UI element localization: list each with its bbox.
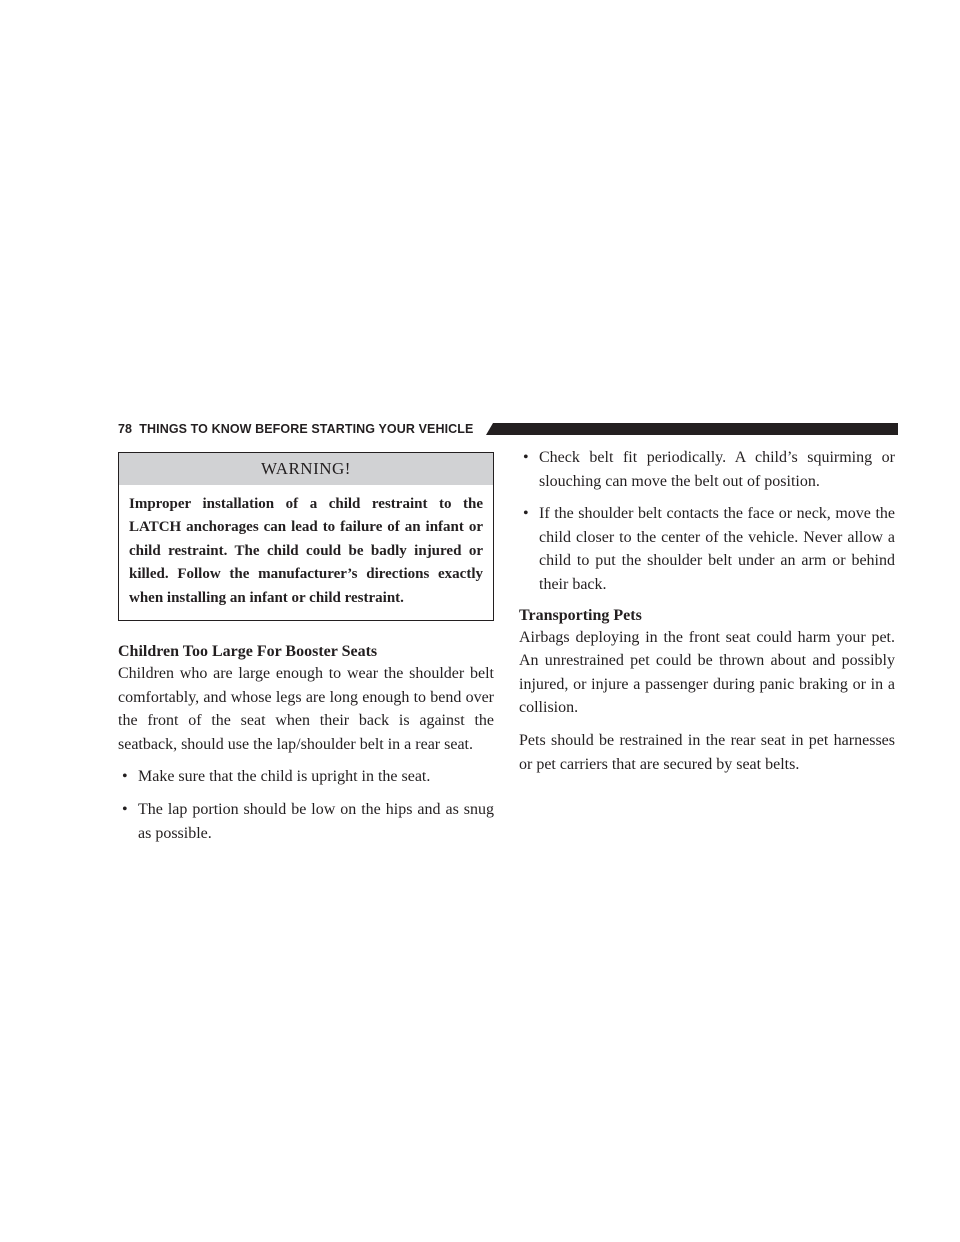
- booster-section: [118, 642, 494, 845]
- bullet-icon: •: [523, 505, 529, 523]
- list-item-text: If the shoulder belt contacts the face or neck, move the child closer to the center of the vehicle. Never allow a child to put the shoulder belt under an arm or behind their back.: [539, 505, 895, 593]
- list-item-text: The lap portion should be low on the hips and as snug as possible.: [138, 801, 494, 842]
- pets-heading: Transporting Pets: [519, 606, 642, 624]
- pets-paragraph-2: Pets should be restrained in the rear seat in pet harnesses or pet carriers that are secured by seat belts.: [519, 731, 895, 773]
- warning-text: Improper installation of a child restraint to the LATCH anchorages can lead to failure of an infant or child restraint. The child could be badly injured or killed. Follow the manufacturer’s directions exactly when installing an infant or child restraint.: [129, 496, 483, 606]
- header-rule: [486, 423, 898, 435]
- list-item: [519, 502, 895, 596]
- bullet-icon: •: [122, 801, 128, 818]
- page-header: [118, 421, 898, 438]
- list-item-text: Make sure that the child is upright in the seat.: [138, 768, 431, 786]
- warning-box: [118, 452, 494, 621]
- bullet-icon: •: [122, 768, 128, 786]
- right-column: [519, 446, 895, 785]
- list-item-text: Check belt fit periodically. A child’s squirming or slouching can move the belt out of position.: [539, 449, 895, 490]
- booster-paragraph: Children who are large enough to wear the shoulder belt comfortably, and whose legs are long enough to bend over the front of the seat when their back is against the seatback, should use the lap/shoulder belt in a rear seat.: [118, 665, 494, 753]
- bullet-icon: •: [523, 449, 529, 466]
- warning-title: WARNING!: [119, 453, 493, 485]
- left-column: [118, 452, 494, 854]
- pets-section: [519, 606, 895, 777]
- section-title: THINGS TO KNOW BEFORE STARTING YOUR VEHICLE: [139, 422, 474, 436]
- pets-paragraph-1: Airbags deploying in the front seat could harm your pet. An unrestrained pet could be thrown about and possibly injured, or injure a passenger during panic braking or in a collision.: [519, 628, 895, 717]
- header-text: [118, 421, 473, 438]
- list-item: [118, 765, 494, 789]
- list-item: [118, 798, 494, 845]
- booster-heading: Children Too Large For Booster Seats: [118, 643, 378, 661]
- list-item: [519, 446, 895, 493]
- page-number: 78: [118, 422, 133, 436]
